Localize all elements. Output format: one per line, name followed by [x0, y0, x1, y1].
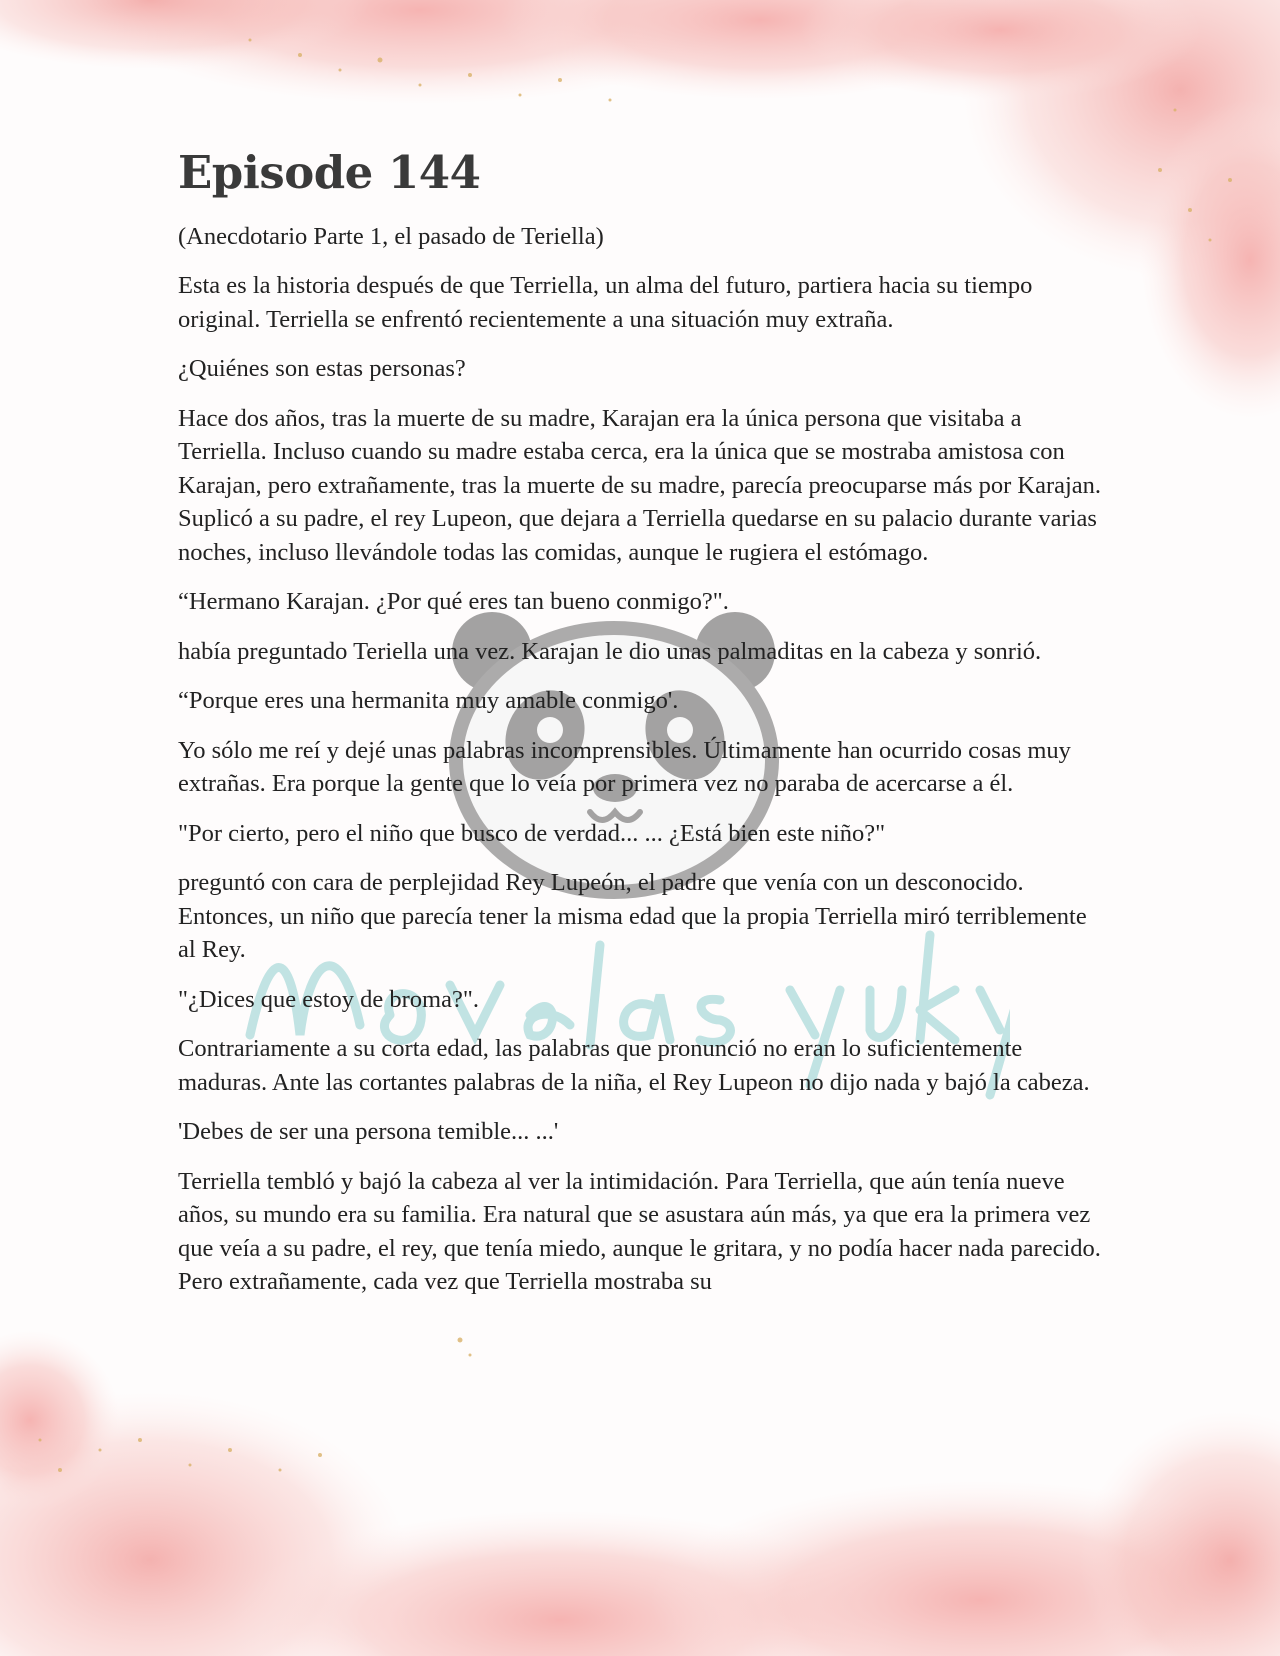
paragraph: ¿Quiénes son estas personas? [178, 355, 466, 382]
episode-title: Episode 144 [178, 146, 481, 199]
paragraph: “Porque eres una hermanita muy amable conmigo'. [178, 687, 679, 714]
paragraph: "Por cierto, pero el niño que busco de verdad... ... ¿Está bien este niño?" [178, 819, 886, 847]
paragraph: Esta es la historia después de que Terriella, un alma del futuro, partiera hacia su tiempo original. Terriella se enfrentó recientemente a una situación muy extraña. [178, 272, 1033, 333]
paragraph: “Hermano Karajan. ¿Por qué eres tan bueno conmigo?". [178, 588, 729, 615]
paragraph: Hace dos años, tras la muerte de su madre, Karajan era la única persona que visitaba a Terriella. Incluso cuando su madre estaba cerca, era la única que se mostraba amistosa con Karajan, pero extrañamente, tras la muerte de su madre, parecía preocuparse más por Karajan. Suplicó a su padre, el rey Lupeon, que dejara a Terriella quedarse en su palacio durante varias noches, incluso llevándole todas las comidas, aunque le rugiera el estómago. [178, 404, 1102, 566]
paragraph: Terriella tembló y bajó la cabeza al ver la intimidación. Para Terriella, que aún tenía nueve años, su mundo era su familia. Era natural que se asustara aún más, ya que era la primera vez que veía a su padre, el rey, que tenía miedo, aunque le gritara, y no podía hacer nada parecido. Pero extrañamente, cada vez que Terriella mostraba su [178, 1167, 1101, 1295]
paragraph: "¿Dices que estoy de broma?". [178, 985, 479, 1013]
paragraph: 'Debes de ser una persona temible... ...' [178, 1118, 559, 1145]
paragraph: (Anecdotario Parte 1, el pasado de Teriella) [178, 222, 604, 250]
paragraph: Yo sólo me reí y dejé unas palabras incomprensibles. Últimamente han ocurrido cosas muy extrañas. Era porque la gente que lo veía por primera vez no paraba de acercarse a él. [178, 736, 1071, 797]
paragraph: había preguntado Teriella una vez. Karajan le dio unas palmaditas en la cabeza y sonrió. [178, 637, 1042, 665]
paragraph: Contrariamente a su corta edad, las palabras que pronunció no eran lo suficientemente maduras. Ante las cortantes palabras de la niña, el Rey Lupeon no dijo nada y bajó la cabeza. [178, 1035, 1090, 1096]
paragraph: preguntó con cara de perplejidad Rey Lupeón, el padre que venía con un desconocido. Entonces, un niño que parecía tener la misma edad que la propia Terriella miró terriblemente al Rey. [178, 869, 1087, 963]
document-content [178, 148, 1108, 1315]
